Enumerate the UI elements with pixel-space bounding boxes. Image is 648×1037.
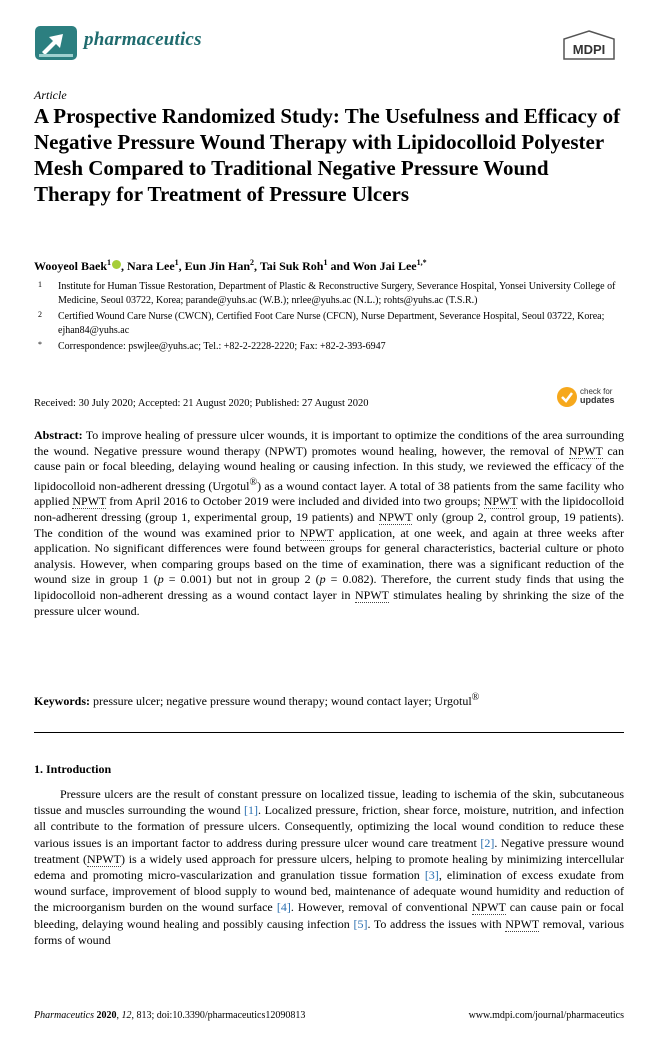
article-type: Article [34,88,67,102]
author-name: Tai Suk Roh [259,259,324,273]
introduction-paragraph: Pressure ulcers are the result of constant pressure on localized tissue, leading to ischemia of the skin, subcutaneous tissue and muscles surrounding the wound [1]. Localized pressure, friction, shear force, moisture, nutrition, and infection all contribute to the formation of pressure ulcers. Consequently, optimizing the local wound condition to reduce these various issues is an important factor to address during pressure ulcer wound care treatment [2]. Negative pressure wound treatment (NPWT) is a widely used approach for pressure ulcers, helping to promote healing by minimizing intercellular edema and promoting micro-vascularization and granulation tissue formation [3], elimination of excess exudate from wound surface, improvement of blood supply to wound bed, maintenance of adequate wound humidity and reduction of the microorganism burden on the wound surface [4]. However, removal of conventional NPWT can cause pain or focal bleeding, delaying wound healing and possibly causing infection [5]. To address the issues with NPWT removal, various forms of wound [34,787,624,947]
check-for-updates-button[interactable] [556,386,624,410]
publication-dates: Received: 30 July 2020; Accepted: 21 August 2020; Published: 27 August 2020 [34,398,369,409]
npwt-acronym: NPWT [483,494,518,509]
npwt-acronym: NPWT [471,900,506,915]
mdpi-logo [562,30,616,60]
footer-journal: Pharmaceutics [34,1010,94,1021]
affiliation-mark: * [38,340,42,349]
affiliation-text: Institute for Human Tissue Restoration, Department of Plastic & Reconstructive Surgery, Severance Hospital, Yonsei University College of Medicine, Seoul 03722, Korea; parande@yuhs.ac (W.B.); nrlee@yuhs.ac (N.L.); rohts@yuhs.ac (T.S.R.) [58,281,616,306]
citation-link[interactable]: [2] [480,835,495,850]
keywords-label: Keywords: [34,694,90,708]
mdpi-logo-text: MDPI [572,42,606,57]
footer-doi: , 813; doi:10.3390/pharmaceutics12090813 [131,1010,306,1021]
npwt-acronym: NPWT [505,916,540,931]
npwt-acronym: NPWT [568,443,603,458]
affiliation-item [34,310,624,337]
author-sup: 1,* [416,258,427,267]
check-updates-line1: check for [580,387,613,396]
abstract-label: Abstract: [34,428,83,442]
npwt-acronym: NPWT [72,494,107,509]
footer-url[interactable]: www.mdpi.com/journal/pharmaceutics [468,1010,624,1021]
author-sup: 1 [323,258,328,267]
author-name: Won Jai Lee [352,259,417,273]
affiliation-mark: 1 [38,280,42,289]
footer-citation: Pharmaceutics 2020, 12, 813; doi:10.3390/pharmaceutics12090813 [34,1010,306,1021]
keywords: Keywords: pressure ulcer; negative pressure wound therapy; wound contact layer; Urgotul® [34,692,480,708]
check-updates-icon [556,386,578,408]
author-name: Wooyeol Baek [34,259,108,273]
author-name: Nara Lee [127,259,175,273]
affiliation-item [34,340,624,354]
author-name: Eun Jin Han [184,259,251,273]
footer-volume: 12 [121,1010,132,1021]
npwt-acronym: NPWT [87,851,122,866]
citation-link[interactable]: [1] [244,803,259,818]
paper-title: A Prospective Randomized Study: The Usefulness and Efficacy of Negative Pressure Wound Therapy with Lipidocolloid Polyester Mesh Compared to Traditional Negative Pressure Wound Therapy for Treatment of Pressure Ulcers [34,104,621,206]
footer-year: 2020 [96,1010,117,1021]
citation-link[interactable]: [5] [353,916,368,931]
author-list: Wooyeol Baek$^1$ , Nara Lee$^1$, Eun Jin Han$^2$, Tai Suk Roh$^1$ and Won Jai Lee$^{1,*}$ [34,258,427,273]
orcid-icon[interactable] [112,260,121,269]
journal-name: pharmaceutics [84,29,202,50]
affiliation-item [34,280,624,307]
abstract: Abstract: To improve healing of pressure ulcer wounds, it is important to optimize the conditions of the area surrounding the wound. Negative pressure wound therapy (NPWT) promotes wound healing, however, the removal of NPWT can cause pain or focal bleeding, delaying wound healing or causing infection. In this study, we reviewed the efficacy of the lipidocolloid non-adherent dressing (Urgotul®) as a wound contact layer. A total of 38 patients from the same facility who applied NPWT from April 2016 to October 2019 were included and divided into two groups; NPWT with the lipidocolloid non-adherent dressing (group 1, experimental group, 19 patients) and NPWT only (group 2, control group, 19 patients). The condition of the wound was examined prior to NPWT application, at one week, and again at three weeks after application. No significant differences were found between groups for general characteristics, bacterial culture or photo analysis. However, when comparing groups based on the time of examination, there was a significant reduction of the wound size in group 1 (p = 0.001) but not in group 2 (p = 0.082). Therefore, the current study finds that using the lipidocolloid non-adherent dressing as a wound contact layer in NPWT stimulates healing by shrinking the size of the pressure ulcer wound. [34,428,625,618]
author-sup: 1 [107,258,112,267]
citation-link[interactable]: [4] [276,900,291,915]
pharmaceutics-logo-icon [35,26,77,60]
citation-link[interactable]: [3] [424,868,439,883]
affiliation-text: Certified Wound Care Nurse (CWCN), Certified Foot Care Nurse (CFCN), Nurse Department, Severance Hospital, Seoul 03722, Korea; ejhan84@yuhs.ac [58,311,605,336]
author-sup: 2 [250,258,255,267]
npwt-acronym: NPWT [355,587,389,602]
affiliation-mark: 2 [38,310,42,319]
check-updates-line2: updates [580,395,615,405]
npwt-acronym: NPWT [378,509,413,524]
author-sup: 1 [174,258,179,267]
section-heading: 1. Introduction [34,762,112,776]
affiliation-text: Correspondence: pswjlee@yuhs.ac; Tel.: +82-2-2228-2220; Fax: +82-2-393-6947 [58,341,386,352]
npwt-acronym: NPWT [299,525,334,540]
affiliation-list [34,280,624,357]
section-divider [34,732,624,733]
